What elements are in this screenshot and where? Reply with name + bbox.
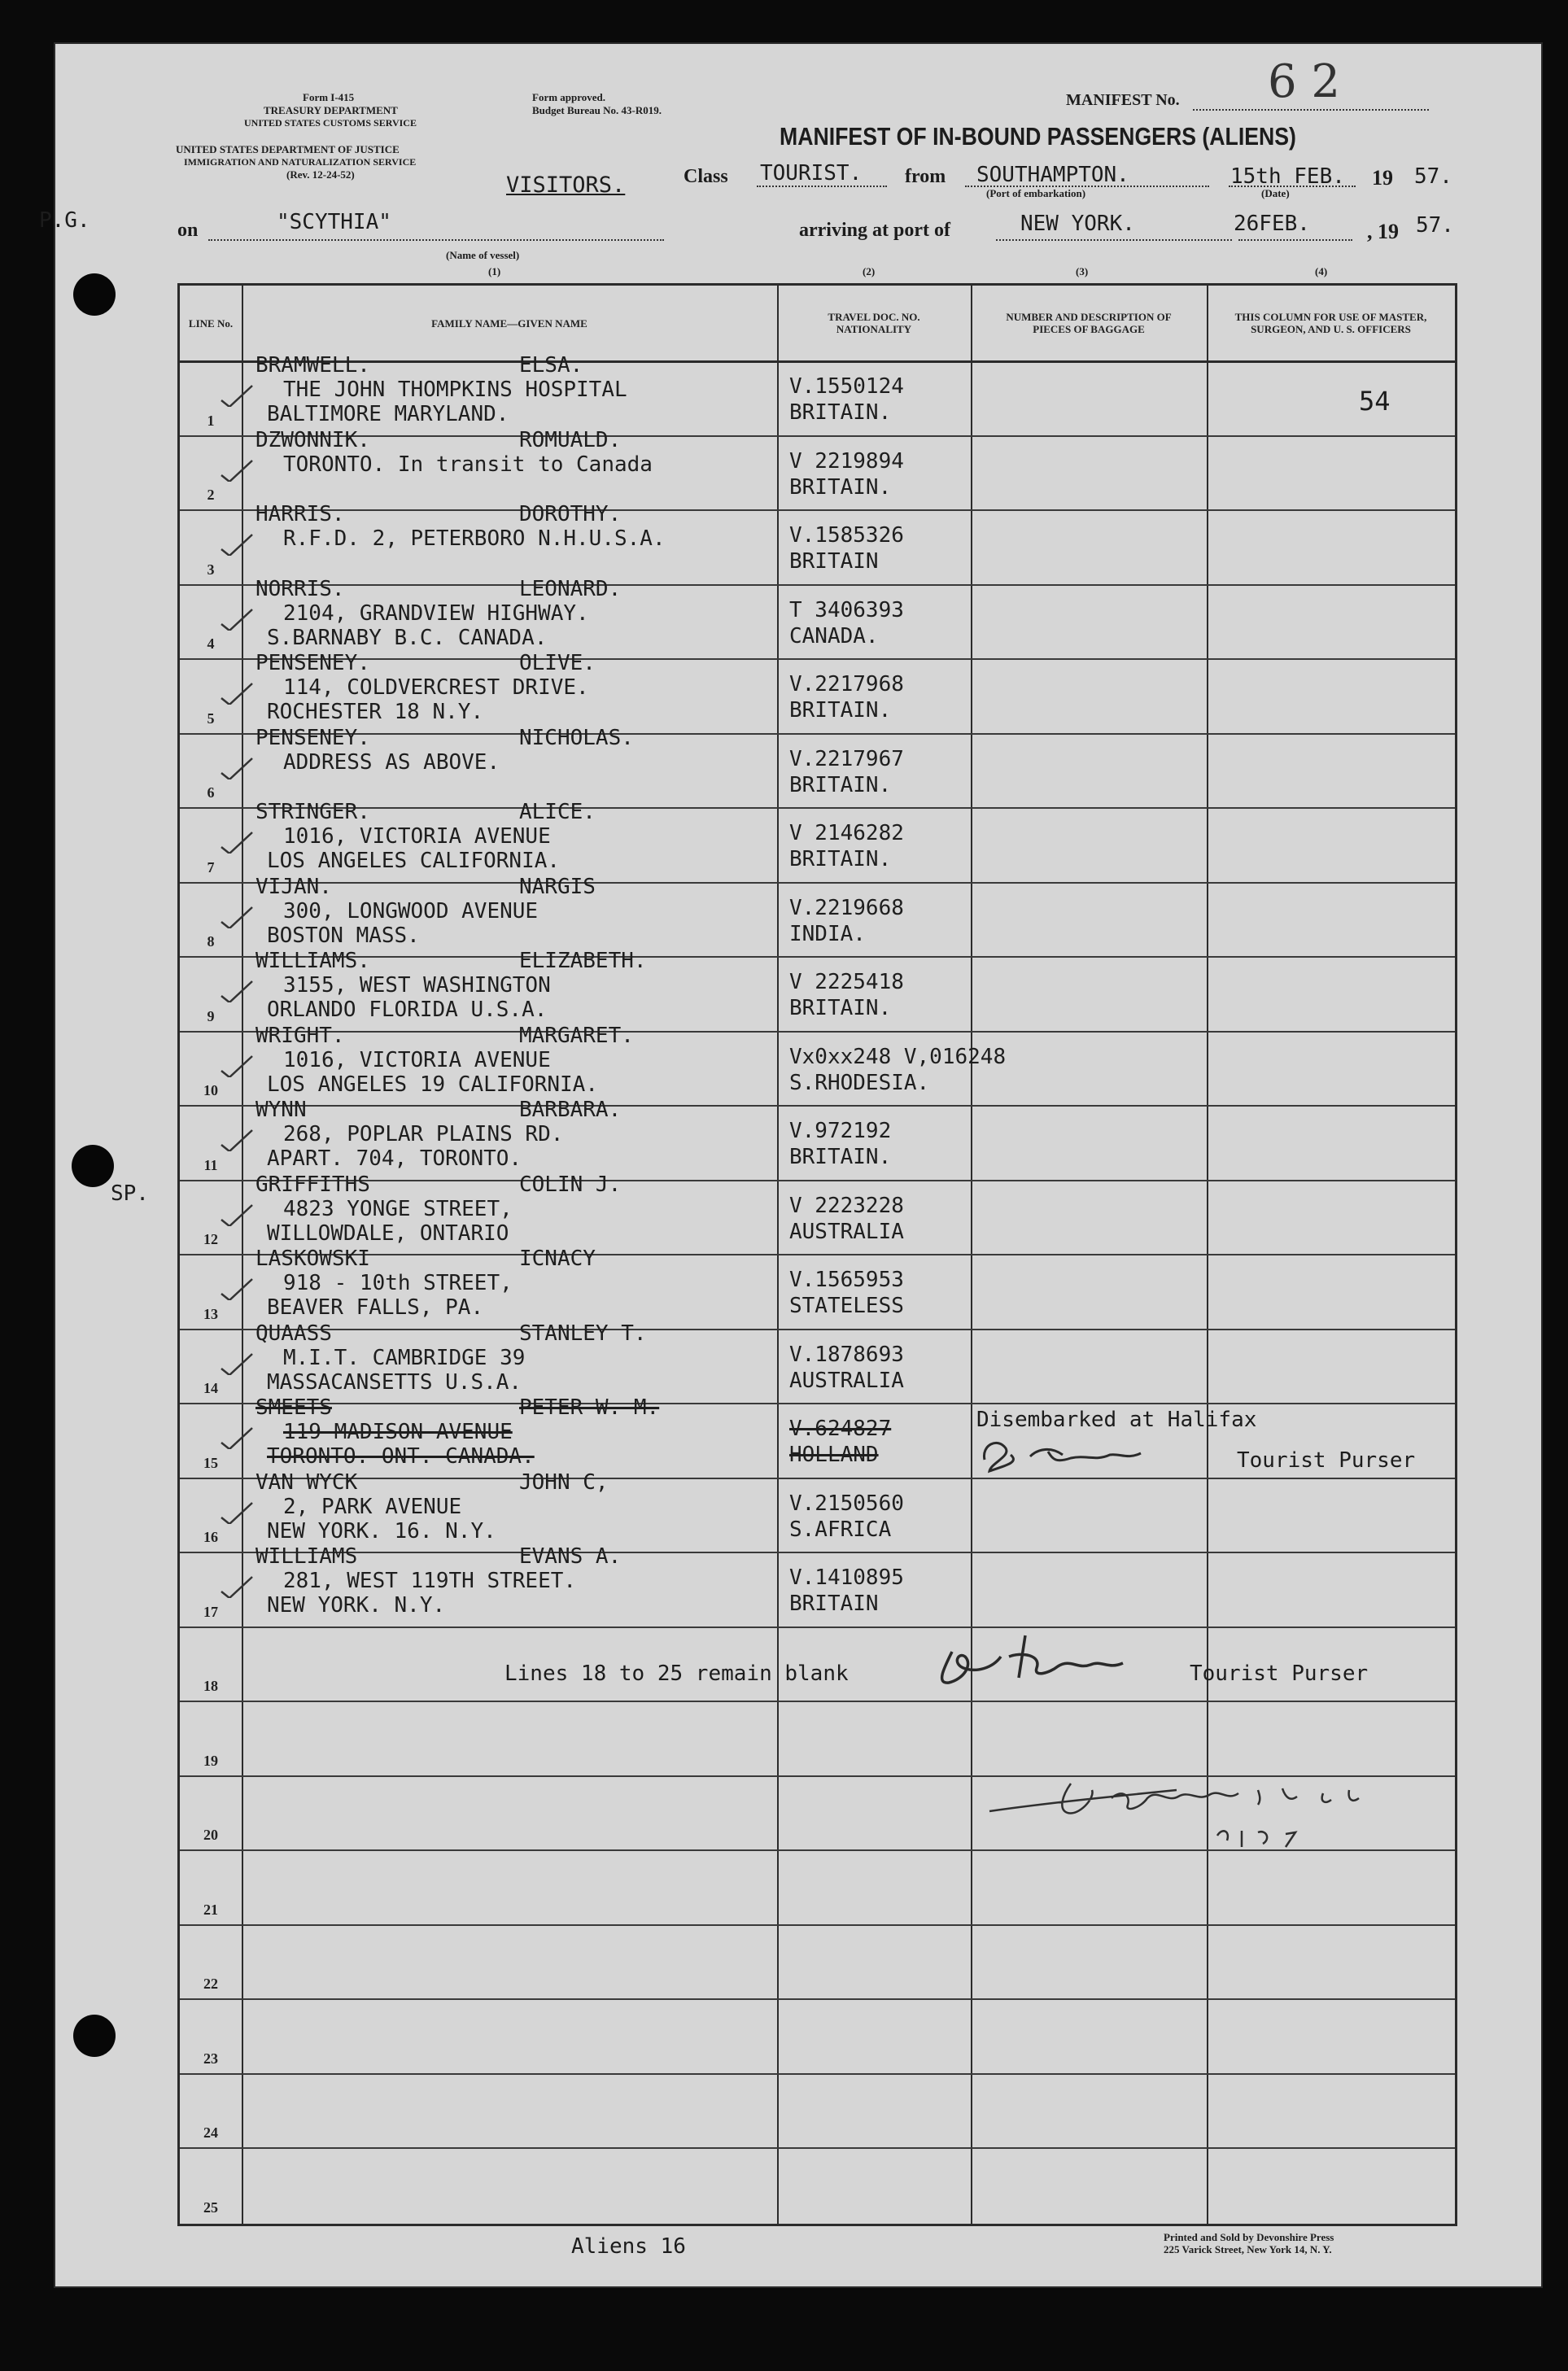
- passenger-given-name: LEONARD.: [519, 576, 622, 601]
- line-number: 19: [203, 1752, 218, 1769]
- check-mark-icon: [218, 1425, 256, 1449]
- line-number: 24: [203, 2124, 218, 2141]
- row-divider: [180, 1105, 1455, 1107]
- header-officers: THIS COLUMN FOR USE OF MASTER, SURGEON, AND U. S. OFFICERS: [1234, 311, 1427, 335]
- passenger-address-line: WILLOWDALE, ONTARIO: [267, 1220, 509, 1246]
- travel-doc-number: V 2219894: [789, 448, 904, 474]
- check-mark-icon: [218, 1500, 256, 1524]
- passenger-address-line: 1016, VICTORIA AVENUE: [283, 824, 551, 849]
- purser-title-2: Tourist Purser: [1190, 1661, 1369, 1686]
- header-travel-doc: TRAVEL DOC. NO. NATIONALITY: [828, 311, 920, 335]
- line-number: 3: [207, 561, 215, 578]
- nationality: BRITAIN.: [789, 996, 892, 1020]
- row-divider: [180, 584, 1455, 586]
- line-number: 5: [207, 710, 215, 727]
- passenger-surname: WYNN: [256, 1098, 307, 1122]
- passenger-surname: PENSENEY.: [256, 651, 370, 675]
- row-divider: [180, 2073, 1455, 2075]
- manifest-no-label: MANIFEST No.: [1066, 91, 1180, 109]
- travel-doc-number: T 3406393: [789, 597, 904, 622]
- check-mark-icon: [218, 978, 256, 1002]
- travel-doc-number: V 2146282: [789, 821, 904, 845]
- check-mark-icon: [218, 1574, 256, 1598]
- punch-hole: [72, 1145, 114, 1187]
- line-number: 18: [203, 1678, 218, 1694]
- passenger-address-line: BOSTON MASS.: [267, 923, 420, 948]
- passenger-given-name: NARGIS: [519, 874, 596, 899]
- row-divider: [180, 882, 1455, 884]
- passenger-given-name: DOROTHY.: [519, 502, 622, 526]
- passenger-given-name: PETER W. M.: [519, 1395, 660, 1420]
- row-divider: [180, 2147, 1455, 2149]
- passenger-surname: VIJAN.: [256, 874, 332, 899]
- col1-caption: (1): [488, 265, 501, 277]
- passenger-surname: NORRIS.: [256, 576, 345, 601]
- line-number: 10: [203, 1082, 218, 1098]
- line-number: 12: [203, 1231, 218, 1247]
- passenger-address-line: ADDRESS AS ABOVE.: [283, 749, 500, 775]
- passenger-surname: VAN WYCK: [256, 1469, 358, 1495]
- nationality: S.RHODESIA.: [789, 1070, 930, 1095]
- passenger-address-line: 1016, VICTORIA AVENUE: [283, 1047, 551, 1072]
- check-mark-icon: [218, 1351, 256, 1375]
- row-divider: [180, 1254, 1455, 1255]
- passenger-surname: WILLIAMS.: [256, 949, 370, 973]
- passenger-address-line: 300, LONGWOOD AVENUE: [283, 898, 539, 924]
- passenger-given-name: STANLEY T.: [519, 1321, 647, 1346]
- row-divider: [180, 1701, 1455, 1702]
- class-value: TOURIST.: [760, 161, 863, 186]
- row-divider: [180, 733, 1455, 735]
- form-approved: Form approved.: [532, 91, 606, 103]
- justice-dept: UNITED STATES DEPARTMENT OF JUSTICE: [176, 143, 400, 155]
- passenger-address-line: 2104, GRANDVIEW HIGHWAY.: [283, 600, 589, 626]
- line-number: 9: [207, 1007, 215, 1024]
- vessel-name: "SCYTHIA": [277, 210, 391, 234]
- manifest-title: MANIFEST OF IN-BOUND PASSENGERS (ALIENS): [780, 122, 1296, 151]
- row-divider: [180, 1552, 1455, 1553]
- ins-service: IMMIGRATION AND NATURALIZATION SERVICE: [184, 156, 417, 168]
- row-divider: [180, 807, 1455, 809]
- printer-line-1: Printed and Sold by Devonshire Press: [1164, 2231, 1334, 2243]
- line-number: 1: [207, 412, 215, 429]
- passenger-address-line: 268, POPLAR PLAINS RD.: [283, 1122, 564, 1146]
- check-mark-icon: [218, 382, 256, 407]
- passenger-address-line: LOS ANGELES CALIFORNIA.: [267, 849, 561, 873]
- punch-hole: [73, 273, 116, 316]
- line-number: 21: [203, 1901, 218, 1918]
- header-line-no: LINE No.: [188, 317, 234, 330]
- passenger-surname: QUAASS: [256, 1321, 332, 1346]
- travel-doc-number: V.1565953: [789, 1268, 904, 1292]
- row-divider: [180, 1627, 1455, 1628]
- embark-port: SOUTHAMPTON.: [976, 163, 1129, 187]
- nationality: HOLLAND: [789, 1443, 879, 1467]
- date-caption: (Date): [1261, 187, 1290, 199]
- travel-doc-number: V.2219668: [789, 895, 904, 920]
- passenger-address-line: 3155, WEST WASHINGTON: [283, 973, 551, 998]
- arrival-year: 57.: [1416, 213, 1454, 238]
- row-divider: [180, 1478, 1455, 1479]
- arrival-date-line: [1238, 239, 1352, 241]
- purser-signature-1: [973, 1430, 1193, 1479]
- travel-doc-number: Vx0xx248 V,016248: [789, 1044, 1007, 1069]
- line-number: 23: [203, 2050, 218, 2067]
- arriving-label: arriving at port of: [799, 220, 950, 241]
- arrival-year-prefix: , 19: [1367, 220, 1399, 243]
- margin-note-pg: P.G.: [39, 208, 90, 233]
- check-mark-icon: [218, 680, 256, 705]
- check-mark-icon: [218, 829, 256, 854]
- check-mark-icon: [218, 1202, 256, 1226]
- embark-year: 57.: [1414, 164, 1452, 189]
- manifest-no-line: [1193, 109, 1429, 111]
- passenger-address-line: 281, WEST 119TH STREET.: [283, 1569, 577, 1593]
- form-revision: (Rev. 12-24-52): [286, 168, 355, 181]
- passenger-given-name: ALICE.: [519, 800, 596, 824]
- passenger-surname: PENSENEY.: [256, 725, 370, 750]
- nationality: BRITAIN.: [789, 698, 892, 723]
- line-number: 22: [203, 1976, 218, 1992]
- treasury-dept: TREASURY DEPARTMENT: [264, 104, 398, 116]
- travel-doc-number: V.1410895: [789, 1565, 904, 1590]
- travel-doc-number: V.2217968: [789, 672, 904, 696]
- row-divider: [180, 509, 1455, 511]
- margin-note-sp: SP.: [111, 1181, 149, 1206]
- blank-lines-note: Lines 18 to 25 remain blank: [504, 1661, 849, 1686]
- nationality: BRITAIN.: [789, 847, 892, 871]
- passenger-address-line: BALTIMORE MARYLAND.: [267, 402, 509, 426]
- passenger-surname: GRIFFITHS: [256, 1172, 370, 1197]
- printer-line-2: 225 Varick Street, New York 14, N. Y.: [1164, 2243, 1332, 2255]
- header-divider: [180, 360, 1455, 363]
- travel-doc-number: V.2150560: [789, 1491, 904, 1516]
- passenger-address-line: M.I.T. CAMBRIDGE 39: [283, 1345, 526, 1370]
- punch-hole: [73, 2015, 116, 2057]
- class-line: [757, 186, 887, 187]
- line-number: 8: [207, 933, 215, 950]
- line-number: 16: [203, 1529, 218, 1545]
- passenger-given-name: NICHOLAS.: [519, 725, 634, 750]
- passenger-address-line: APART. 704, TORONTO.: [267, 1146, 522, 1171]
- arrival-date: 26FEB.: [1234, 212, 1310, 236]
- passenger-given-name: EVANS A.: [519, 1544, 622, 1569]
- nationality: INDIA.: [789, 921, 866, 946]
- passenger-given-name: COLIN J.: [519, 1172, 622, 1197]
- visitors-label: VISITORS.: [506, 172, 626, 198]
- header-name: FAMILY NAME—GIVEN NAME: [431, 317, 587, 330]
- passenger-address-line: TORONTO. In transit to Canada: [283, 452, 653, 477]
- check-mark-icon: [218, 606, 256, 631]
- passenger-address-line: BEAVER FALLS, PA.: [267, 1295, 484, 1320]
- row-divider: [180, 956, 1455, 958]
- line-number: 2: [207, 487, 215, 503]
- customs-service: UNITED STATES CUSTOMS SERVICE: [244, 117, 417, 129]
- passenger-given-name: BARBARA.: [519, 1098, 622, 1122]
- passenger-given-name: MARGARET.: [519, 1023, 634, 1048]
- passenger-given-name: ROMUALD.: [519, 427, 622, 452]
- embark-caption: (Port of embarkation): [986, 187, 1086, 199]
- passenger-address-line: 114, COLDVERCREST DRIVE.: [283, 675, 589, 700]
- disembarked-note: Disembarked at Halifax: [976, 1408, 1257, 1432]
- line-number: 6: [207, 784, 215, 801]
- passenger-surname: WRIGHT.: [256, 1023, 345, 1048]
- line-number: 11: [203, 1156, 218, 1173]
- arrival-port-line: [996, 239, 1232, 241]
- row-divider: [180, 1329, 1455, 1330]
- passenger-address-line: NEW YORK. N.Y.: [267, 1593, 446, 1618]
- passenger-given-name: OLIVE.: [519, 651, 596, 675]
- purser-title-1: Tourist Purser: [1237, 1448, 1416, 1473]
- nationality: BRITAIN: [789, 549, 879, 574]
- row-divider: [180, 1924, 1455, 1926]
- nationality: BRITAIN: [789, 1592, 879, 1616]
- row-divider: [180, 1180, 1455, 1181]
- passenger-address-line: MASSACANSETTS U.S.A.: [267, 1369, 522, 1395]
- footer-alien-count: Aliens 16: [571, 2234, 686, 2259]
- nationality: S.AFRICA: [789, 1517, 892, 1542]
- from-label: from: [905, 166, 946, 187]
- row-divider: [180, 435, 1455, 437]
- nationality: BRITAIN.: [789, 772, 892, 797]
- travel-doc-number: V.2217967: [789, 746, 904, 771]
- check-mark-icon: [218, 457, 256, 482]
- passenger-surname: LASKOWSKI: [256, 1247, 370, 1271]
- passenger-address-line: ORLANDO FLORIDA U.S.A.: [267, 998, 548, 1022]
- row-divider: [180, 1031, 1455, 1033]
- officer-count: 54: [1359, 386, 1391, 417]
- passenger-address-line: R.F.D. 2, PETERBORO N.H.U.S.A.: [283, 526, 666, 551]
- passenger-given-name: ELSA.: [519, 353, 583, 378]
- passenger-address-line: 918 - 10th STREET,: [283, 1271, 513, 1295]
- passenger-address-line: S.BARNABY B.C. CANADA.: [267, 625, 548, 650]
- from-year-prefix: 19: [1372, 166, 1393, 190]
- passenger-given-name: ELIZABETH.: [519, 949, 647, 973]
- arrival-port: NEW YORK.: [1020, 212, 1135, 236]
- passenger-surname: BRAMWELL.: [256, 353, 370, 378]
- travel-doc-number: V.972192: [789, 1119, 892, 1143]
- passenger-address-line: THE JOHN THOMPKINS HOSPITAL: [283, 378, 627, 402]
- nationality: AUSTRALIA: [789, 1368, 904, 1393]
- header-baggage: NUMBER AND DESCRIPTION OF PIECES OF BAGGAGE: [1006, 311, 1172, 335]
- line-number: 14: [203, 1380, 218, 1396]
- travel-doc-number: V 2223228: [789, 1193, 904, 1218]
- manifest-no-value: 6 2: [1268, 55, 1341, 108]
- check-mark-icon: [218, 755, 256, 779]
- check-mark-icon: [218, 1276, 256, 1300]
- col3-caption: (3): [1076, 265, 1089, 277]
- line-number: 25: [203, 2199, 218, 2216]
- vessel-caption: (Name of vessel): [446, 249, 520, 261]
- row-divider: [180, 658, 1455, 660]
- passenger-surname: SMEETS: [256, 1395, 332, 1420]
- line-number: 15: [203, 1454, 218, 1471]
- passenger-address-line: 119 MADISON AVENUE: [283, 1420, 513, 1444]
- travel-doc-number: V.1585326: [789, 523, 904, 548]
- passenger-address-line: TORONTO. ONT. CANADA.: [267, 1444, 535, 1469]
- passenger-address-line: 4823 YONGE STREET,: [283, 1196, 513, 1221]
- check-mark-icon: [218, 1127, 256, 1151]
- passenger-given-name: JOHN C,: [519, 1469, 609, 1495]
- form-number: Form I-415: [303, 91, 355, 103]
- travel-doc-number: V.1878693: [789, 1342, 904, 1367]
- check-mark-icon: [218, 1053, 256, 1077]
- passenger-address-line: ROCHESTER 18 N.Y.: [267, 700, 484, 724]
- nationality: CANADA.: [789, 623, 879, 648]
- travel-doc-number: V.624827: [789, 1417, 892, 1441]
- on-label: on: [177, 220, 199, 241]
- nationality: BRITAIN.: [789, 1145, 892, 1169]
- purser-signature-2: [928, 1619, 1180, 1692]
- nationality: AUSTRALIA: [789, 1219, 904, 1244]
- line-number: 7: [207, 858, 215, 875]
- class-label: Class: [684, 166, 728, 187]
- check-mark-icon: [218, 904, 256, 928]
- passenger-surname: HARRIS.: [256, 502, 345, 526]
- row-divider: [180, 1403, 1455, 1404]
- passenger-given-name: ICNACY: [519, 1247, 596, 1271]
- line-number: 20: [203, 1827, 218, 1843]
- travel-doc-number: V 2225418: [789, 970, 904, 994]
- nationality: BRITAIN.: [789, 400, 892, 425]
- vessel-line: [208, 239, 664, 241]
- passenger-address-line: NEW YORK. 16. N.Y.: [267, 1518, 496, 1544]
- budget-bureau: Budget Bureau No. 43-R019.: [532, 104, 662, 116]
- line-number: 17: [203, 1603, 218, 1620]
- passenger-surname: DZWONNIK.: [256, 427, 370, 452]
- passenger-address-line: LOS ANGELES 19 CALIFORNIA.: [267, 1072, 598, 1097]
- check-mark-icon: [218, 531, 256, 556]
- passenger-surname: STRINGER.: [256, 800, 370, 824]
- col4-caption: (4): [1315, 265, 1328, 277]
- line-number: 4: [207, 635, 215, 652]
- travel-doc-number: V.1550124: [789, 374, 904, 399]
- row-divider: [180, 1998, 1455, 2000]
- officer-signature: [973, 1766, 1429, 1871]
- passenger-surname: WILLIAMS: [256, 1544, 358, 1569]
- col2-caption: (2): [863, 265, 876, 277]
- nationality: STATELESS: [789, 1294, 904, 1318]
- embark-date: 15th FEB.: [1230, 164, 1345, 189]
- nationality: BRITAIN.: [789, 474, 892, 500]
- line-number: 13: [203, 1305, 218, 1322]
- passenger-address-line: 2, PARK AVENUE: [283, 1494, 462, 1519]
